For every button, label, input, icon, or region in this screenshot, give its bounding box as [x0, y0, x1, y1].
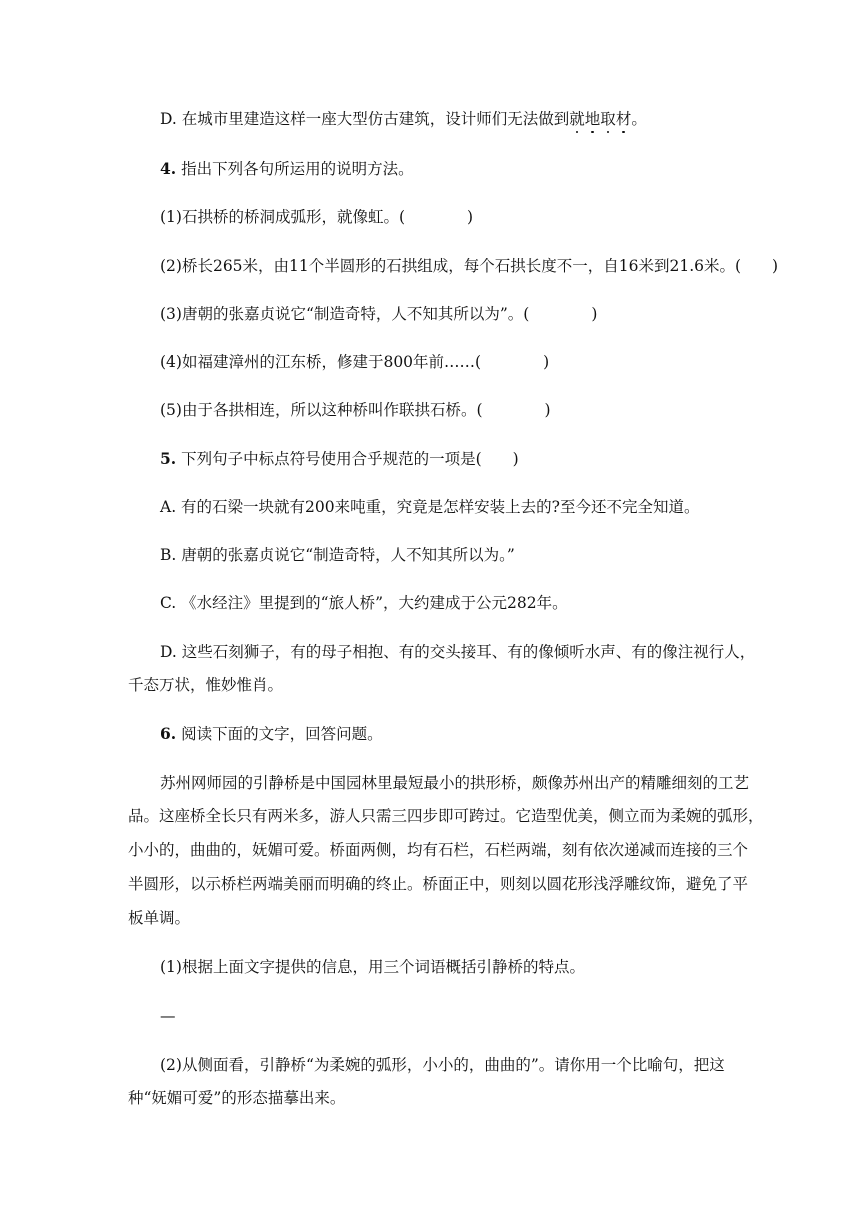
- q6-sub-question-2-cont: 种“妩媚可爱”的形态描摹出来。: [128, 1089, 346, 1107]
- q5-option-d: D. 这些石刻狮子，有的母子相抱、有的交头接耳、有的像倾听水声、有的像注视行人，: [160, 643, 756, 661]
- answer-blank: —: [160, 1007, 176, 1025]
- passage-line: 小小的，曲曲的，妩媚可爱。桥面两侧，均有石栏，石栏两端，刻有依次递减而连接的三个: [128, 841, 749, 859]
- q4-heading: [160, 159, 414, 179]
- q6-heading: [160, 724, 383, 744]
- q6-sub-question-1: (1)根据上面文字提供的信息，用三个词语概括引静桥的特点。: [160, 958, 585, 976]
- option-label: D.: [160, 110, 177, 128]
- passage-line: 品。这座桥全长只有两米多，游人只需三四步即可跨过。它造型优美，侧立而为柔婉的弧形，: [128, 807, 764, 825]
- question-text: 指出下列各句所运用的说明方法。: [181, 160, 414, 178]
- q5-heading: [160, 449, 519, 469]
- dotted-char: 地: [584, 110, 601, 128]
- q4-item-3: (3)唐朝的张嘉贞说它“制造奇特，人不知其所以为”。( ): [160, 305, 598, 323]
- option-text: 在城市里建造这样一座大型仿古建筑，设计师们无法做到: [181, 110, 570, 128]
- q5-option-d-cont: 千态万状，惟妙惟肖。: [128, 676, 284, 694]
- q4-item-5: (5)由于各拱相连，所以这种桥叫作联拱石桥。( ): [160, 401, 551, 419]
- q3-option-d: [160, 109, 647, 129]
- q5-option-c: C. 《水经注》里提到的“旅人桥”，大约建成于公元282年。: [160, 594, 568, 612]
- option-text-end: 。: [631, 110, 647, 128]
- passage-line: 半圆形，以示桥栏两端美丽而明确的终止。桥面正中，则刻以圆花形浅浮雕纹饰，避免了平: [128, 875, 749, 893]
- passage-line: 苏州网师园的引静桥是中国园林里最短最小的拱形桥，颇像苏州出产的精雕细刻的工艺: [160, 774, 750, 792]
- dotted-char: 材: [615, 110, 632, 128]
- q5-option-b: B. 唐朝的张嘉贞说它“制造奇特，人不知其所以为。”: [160, 546, 515, 564]
- question-number: 5.: [160, 449, 177, 468]
- q4-item-1: (1)石拱桥的桥洞成弧形，就像虹。( ): [160, 208, 474, 226]
- passage-line: 板单调。: [128, 909, 191, 927]
- q5-option-a: A. 有的石梁一块就有200来吨重，究竟是怎样安装上去的?至今还不完全知道。: [160, 498, 700, 516]
- question-number: 4.: [160, 159, 177, 178]
- q6-sub-question-2: (2)从侧面看，引静桥“为柔婉的弧形，小小的，曲曲的”。请你用一个比喻句，把这: [160, 1056, 725, 1074]
- dotted-char: 就: [569, 110, 585, 128]
- question-text: 下列句子中标点符号使用合乎规范的一项是( ): [181, 450, 519, 468]
- q4-item-2: (2)桥长265米，由11个半圆形的石拱组成，每个石拱长度不一，自16米到21.6米。( ): [160, 257, 779, 275]
- question-text: 阅读下面的文字，回答问题。: [181, 725, 383, 743]
- q4-item-4: (4)如福建漳州的江东桥，修建于800年前……( ): [160, 353, 550, 371]
- question-number: 6.: [160, 724, 177, 743]
- dotted-char: 取: [600, 110, 616, 128]
